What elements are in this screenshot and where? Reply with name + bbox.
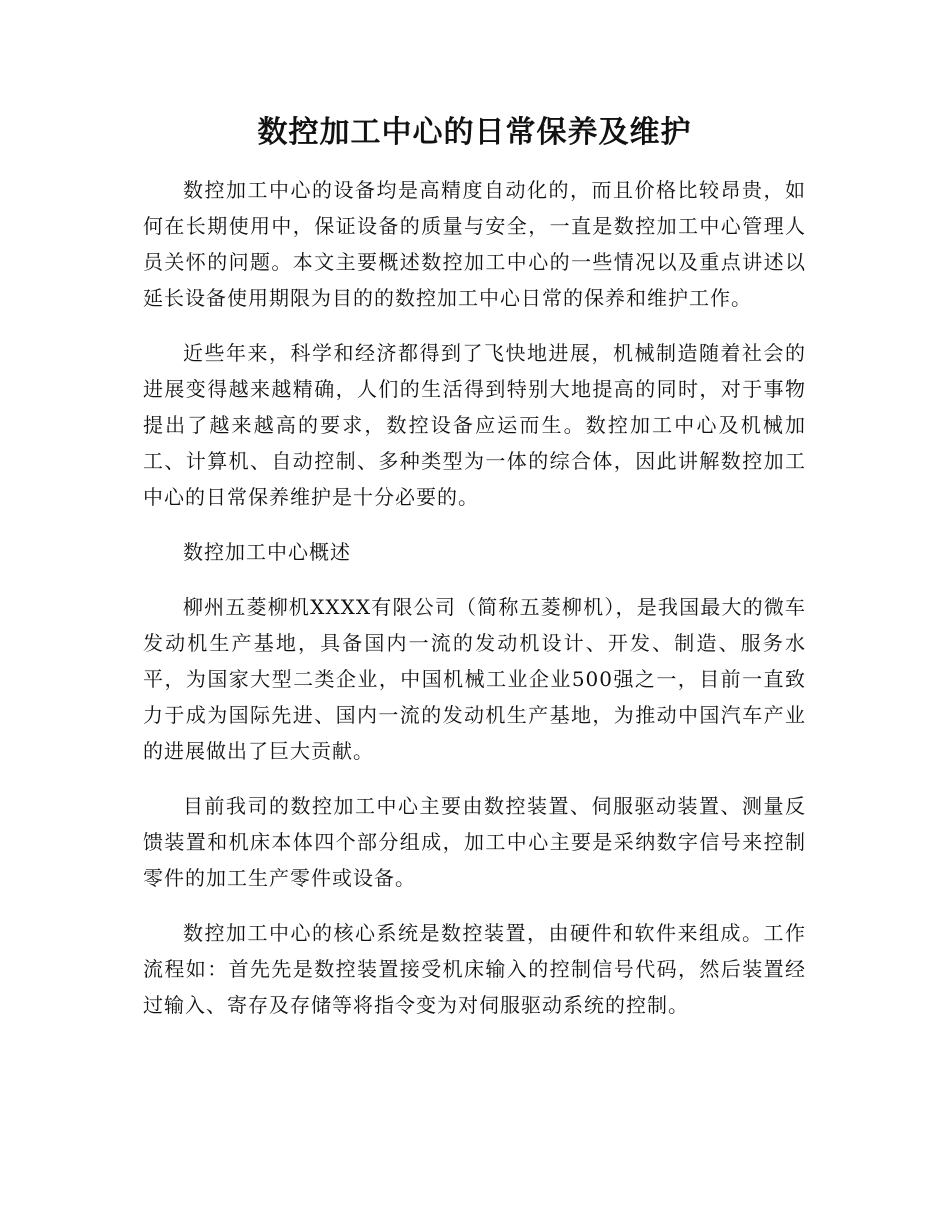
core-system-paragraph: 数控加工中心的核心系统是数控装置，由硬件和软件来组成。工作流程如：首先先是数控装置接受机床输入的控制信号代码，然后装置经过输入、寄存及存储等将指令变为对伺服驱动系统的控制。 [143,921,806,1017]
components-paragraph: 目前我司的数控加工中心主要由数控装置、伺服驱动装置、测量反馈装置和机床本体四个部分组成，加工中心主要是采纳数字信号来控制零件的加工生产零件或设备。 [143,794,806,890]
document-content [143,108,806,1042]
company-paragraph: 柳州五菱柳机XXXX有限公司（简称五菱柳机），是我国最大的微车发动机生产基地，具备国内一流的发动机设计、开发、制造、服务水平，为国家大型二类企业，中国机械工业企业500强之一，目前一直致力于成为国际先进、国内一流的发动机生产基地，为推动中国汽车产业的进展做出了巨大贡献。 [143,595,806,763]
section-heading: 数控加工中心概述 [183,540,351,564]
background-paragraph: 近些年来，科学和经济都得到了飞快地进展，机械制造随着社会的进展变得越来越精确，人们的生活得到特别大地提高的同时，对于事物提出了越来越高的要求，数控设备应运而生。数控加工中心及机械加工、计算机、自动控制、多种类型为一体的综合体，因此讲解数控加工中心的日常保养维护是十分必要的。 [143,341,806,509]
document-title: 数控加工中心的日常保养及维护 [257,115,692,150]
intro-paragraph: 数控加工中心的设备均是高精度自动化的，而且价格比较昂贵，如何在长期使用中，保证设备的质量与安全，一直是数控加工中心管理人员关怀的问题。本文主要概述数控加工中心的一些情况以及重点讲述以延长设备使用期限为目的的数控加工中心日常的保养和维护工作。 [143,178,806,310]
